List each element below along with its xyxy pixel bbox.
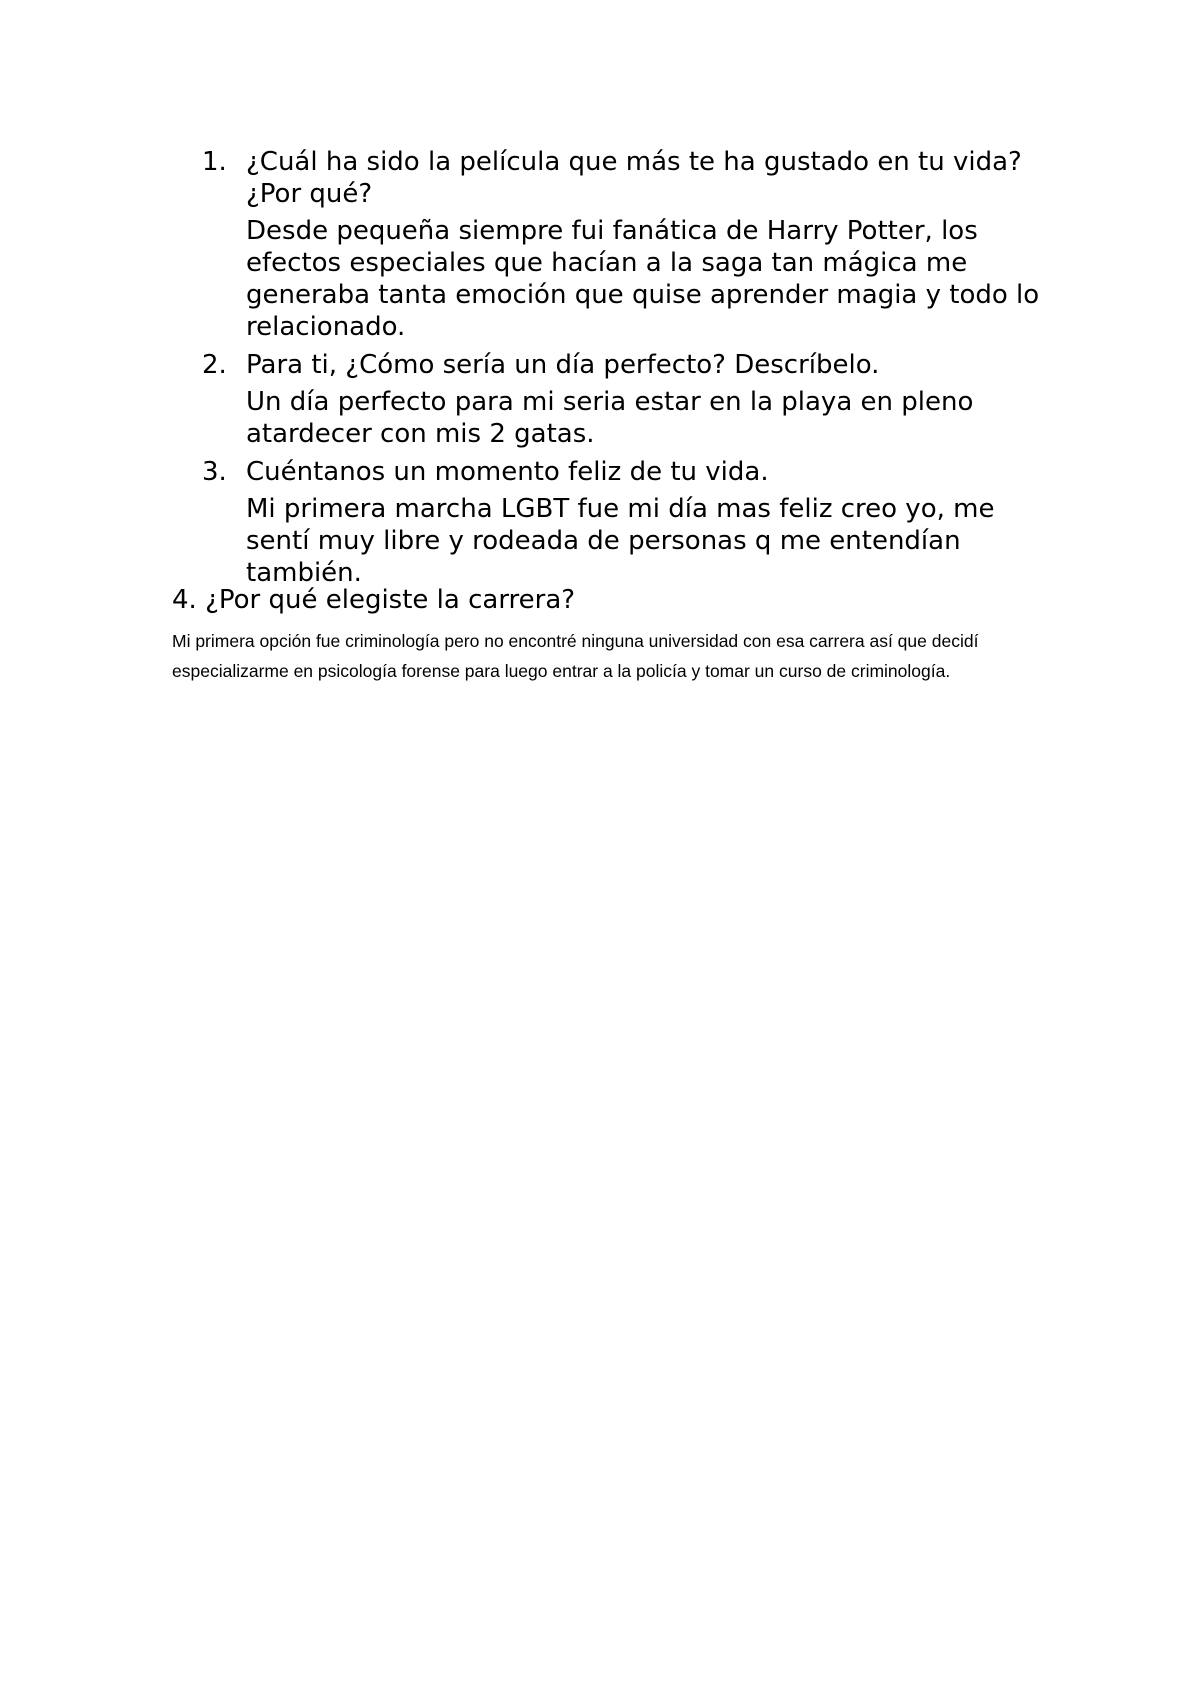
question-text: ¿Cuál ha sido la película que más te ha gustado en tu vida? ¿Por qué? <box>246 147 1022 209</box>
question-text: Cuéntanos un momento feliz de tu vida. <box>246 457 769 487</box>
question-list <box>202 146 1062 595</box>
list-number: 1. <box>202 147 227 177</box>
question-4-text: 4. ¿Por qué elegiste la carrera? <box>172 585 576 615</box>
list-item <box>202 456 1062 589</box>
answer-text: Un día perfecto para mi seria estar en la playa en pleno atardecer con mis 2 gatas. <box>246 387 974 449</box>
list-number: 3. <box>202 457 227 487</box>
list-item <box>202 349 1062 450</box>
question-text: Para ti, ¿Cómo sería un día perfecto? Descríbelo. <box>246 350 880 380</box>
list-item <box>202 146 1062 343</box>
answer-text: Mi primera marcha LGBT fue mi día mas feliz creo yo, me sentí muy libre y rodeada de personas q me entendían también. <box>246 494 995 588</box>
answer-text: Desde pequeña siempre fui fanática de Harry Potter, los efectos especiales que hacían a la saga tan mágica me generaba tanta emoción que quise aprender magia y todo lo relacionado. <box>246 216 1040 342</box>
list-number: 2. <box>202 350 227 380</box>
question-4-answer: Mi primera opción fue criminología pero no encontré ninguna universidad con esa carrera así que decidí especializarme en psicología forense para luego entrar a la policía y tomar un curso de criminología. <box>172 631 979 681</box>
